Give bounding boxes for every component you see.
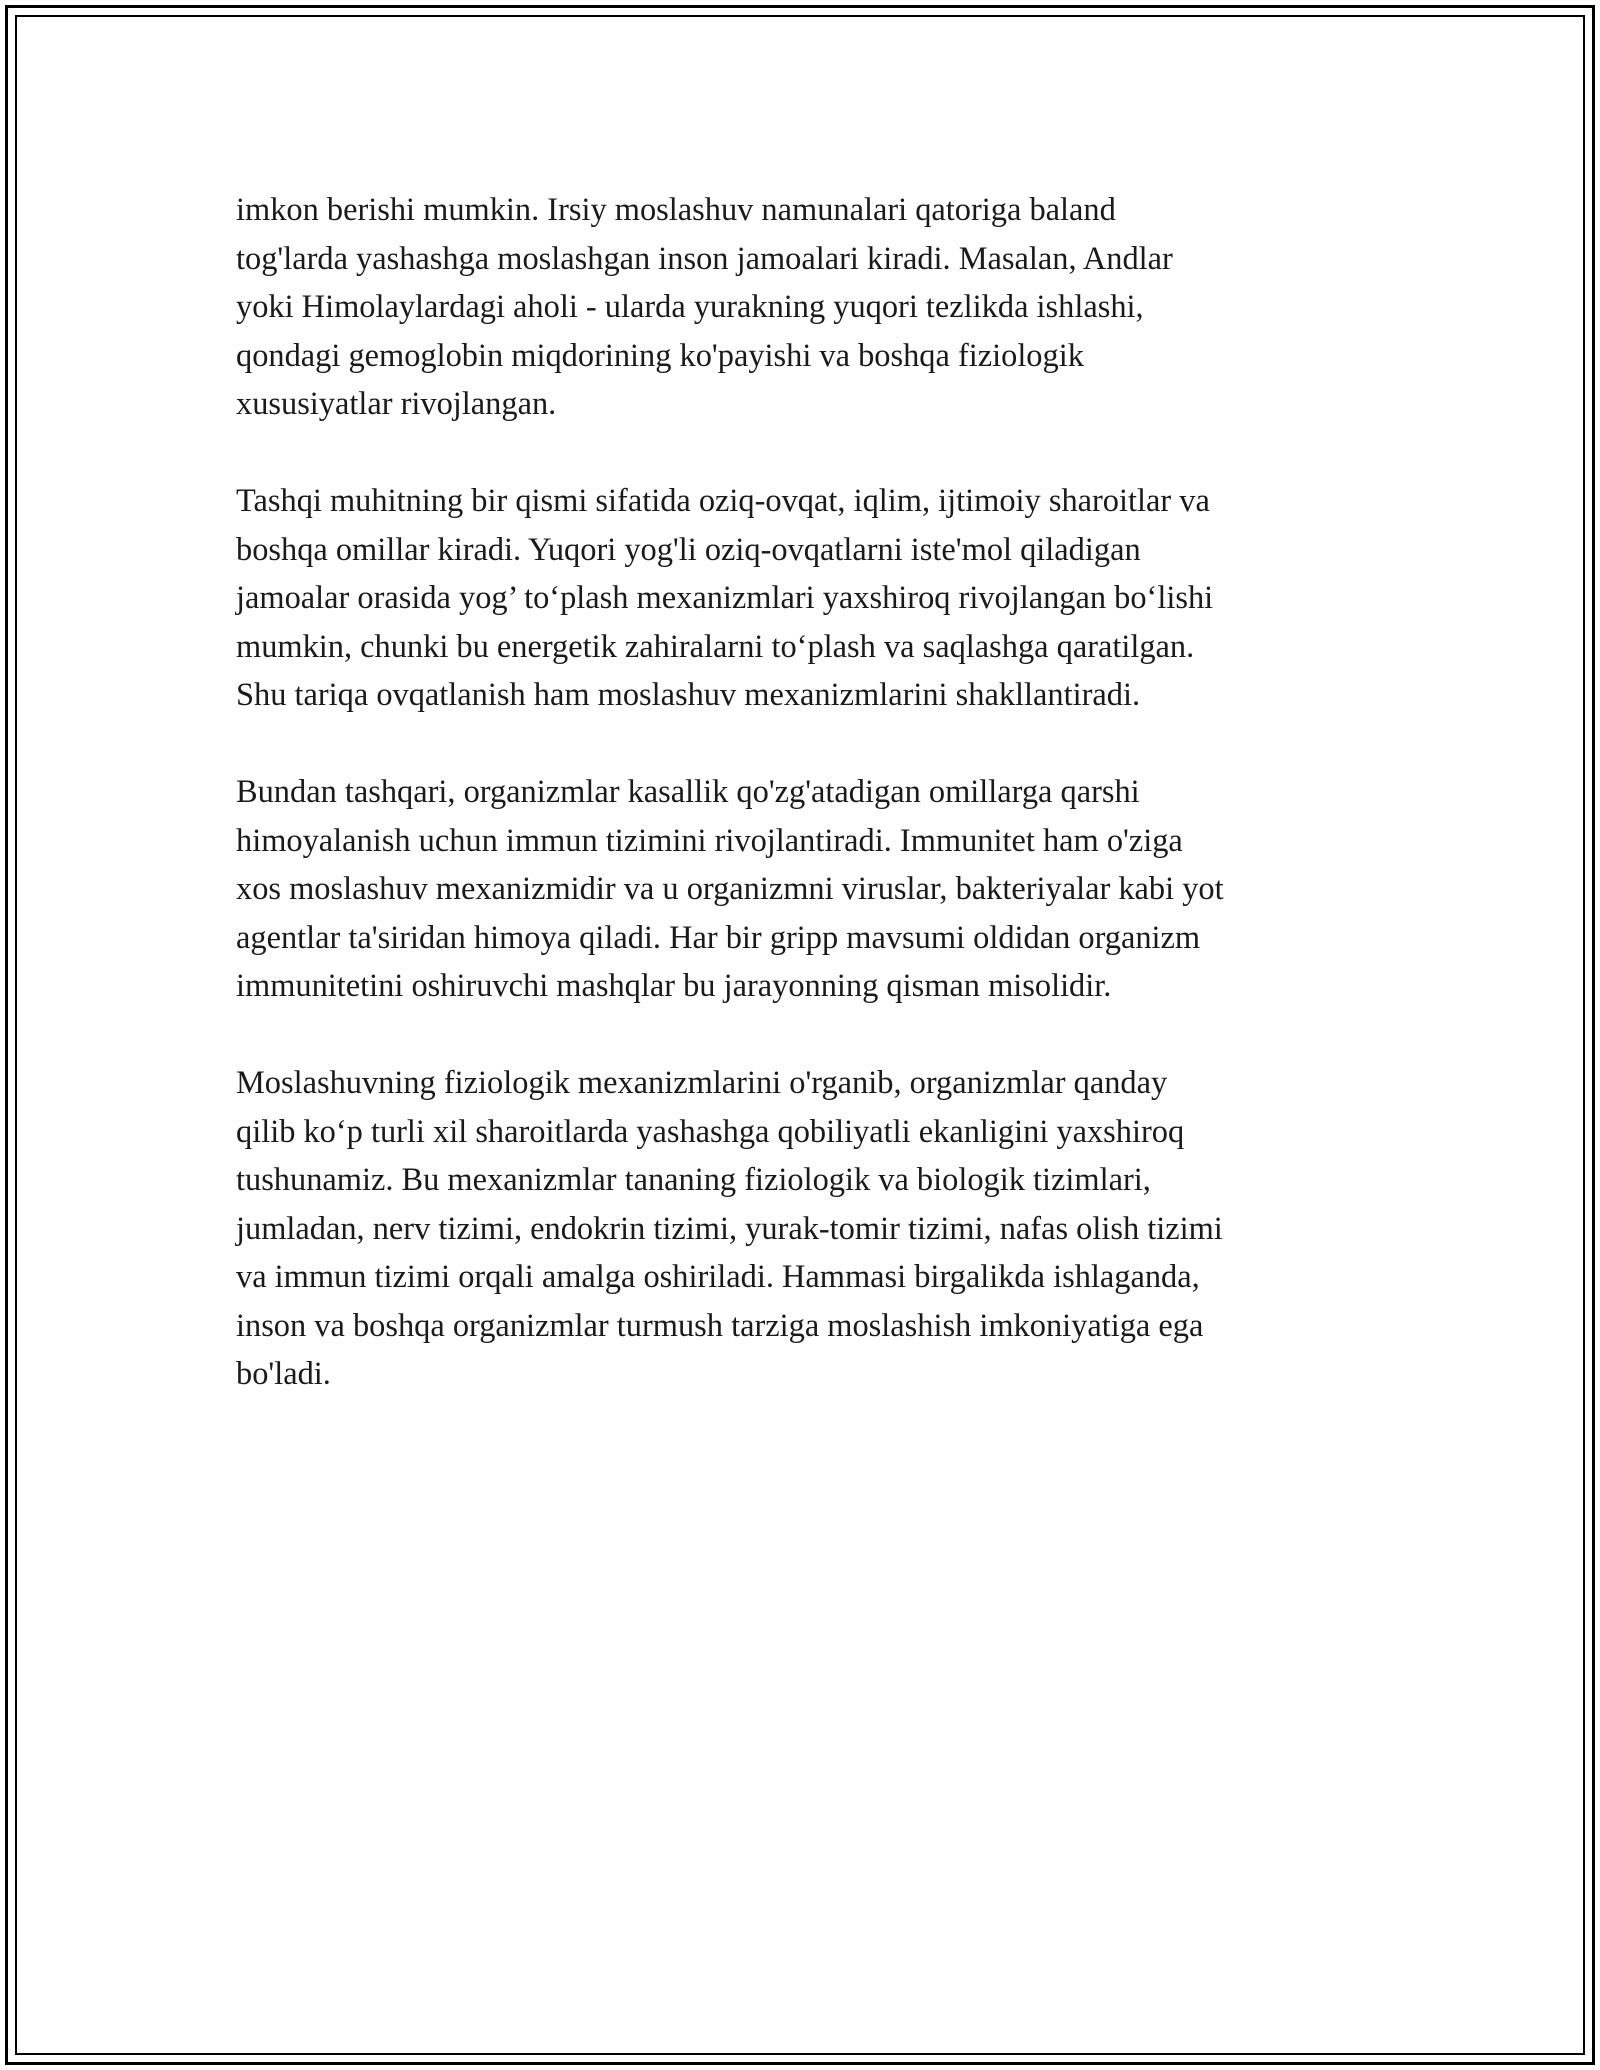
paragraph-3: [236, 768, 1366, 1011]
text-line: agentlar ta'siridan himoya qiladi. Har bir gripp mavsumi oldidan organizm: [236, 919, 1201, 956]
paragraph-1: [236, 186, 1366, 429]
text-line: qondagi gemoglobin miqdorining ko'payishi va boshqa fiziologik: [236, 337, 1084, 374]
text-line: himoyalanish uchun immun tizimini rivojlantiradi. Immunitet ham o'ziga: [236, 822, 1183, 859]
text-line: Shu tariqa ovqatlanish ham moslashuv mexanizmlarini shakllantiradi.: [236, 677, 1141, 713]
paragraph-4: [236, 1059, 1366, 1399]
text-line: tushunamiz. Bu mexanizmlar tananing fiziologik va biologik tizimlari,: [236, 1162, 1151, 1198]
text-line: Tashqi muhitning bir qismi sifatida oziq-ovqat, iqlim, ijtimoiy sharoitlar va: [236, 483, 1210, 519]
text-line: Moslashuvning fiziologik mexanizmlarini o'rganib, organizmlar qanday: [236, 1065, 1168, 1101]
text-line: inson va boshqa organizmlar turmush tarziga moslashish imkoniyatiga ega: [236, 1307, 1204, 1344]
text-line: yoki Himolaylardagi aholi - ularda yurakning yuqori tezlikda ishlashi,: [236, 289, 1144, 325]
text-line: bo'ladi.: [236, 1356, 331, 1392]
text-line: qilib ko‘p turli xil sharoitlarda yashashga qobiliyatli ekanligini yaxshiroq: [236, 1113, 1185, 1150]
text-line: imkon berishi mumkin. Irsiy moslashuv namunalari qatoriga baland: [236, 192, 1116, 228]
text-line: mumkin, chunki bu energetik zahiralarni to‘plash va saqlashga qaratilgan.: [236, 628, 1195, 665]
text-line: jamoalar orasida yog’ to‘plash mexanizmlari yaxshiroq rivojlangan bo‘lishi: [236, 580, 1214, 616]
text-line: boshqa omillar kiradi. Yuqori yog'li oziq-ovqatlarni iste'mol qiladigan: [236, 531, 1141, 568]
text-line: xususiyatlar rivojlangan.: [236, 386, 557, 422]
text-line: jumladan, nerv tizimi, endokrin tizimi, yurak-tomir tizimi, nafas olish tizimi: [236, 1210, 1223, 1247]
text-line: xos moslashuv mexanizmidir va u organizmni viruslar, bakteriyalar kabi yot: [236, 871, 1224, 907]
text-line: immunitetini oshiruvchi mashqlar bu jarayonning qisman misolidir.: [236, 968, 1112, 1004]
paragraph-2: [236, 477, 1366, 720]
document-body: [236, 186, 1366, 1447]
text-line: va immun tizimi orqali amalga oshiriladi. Hammasi birgalikda ishlaganda,: [236, 1259, 1200, 1295]
text-line: Bundan tashqari, organizmlar kasallik qo'zg'atadigan omillarga qarshi: [236, 774, 1140, 810]
text-line: tog'larda yashashga moslashgan inson jamoalari kiradi. Masalan, Andlar: [236, 240, 1173, 277]
